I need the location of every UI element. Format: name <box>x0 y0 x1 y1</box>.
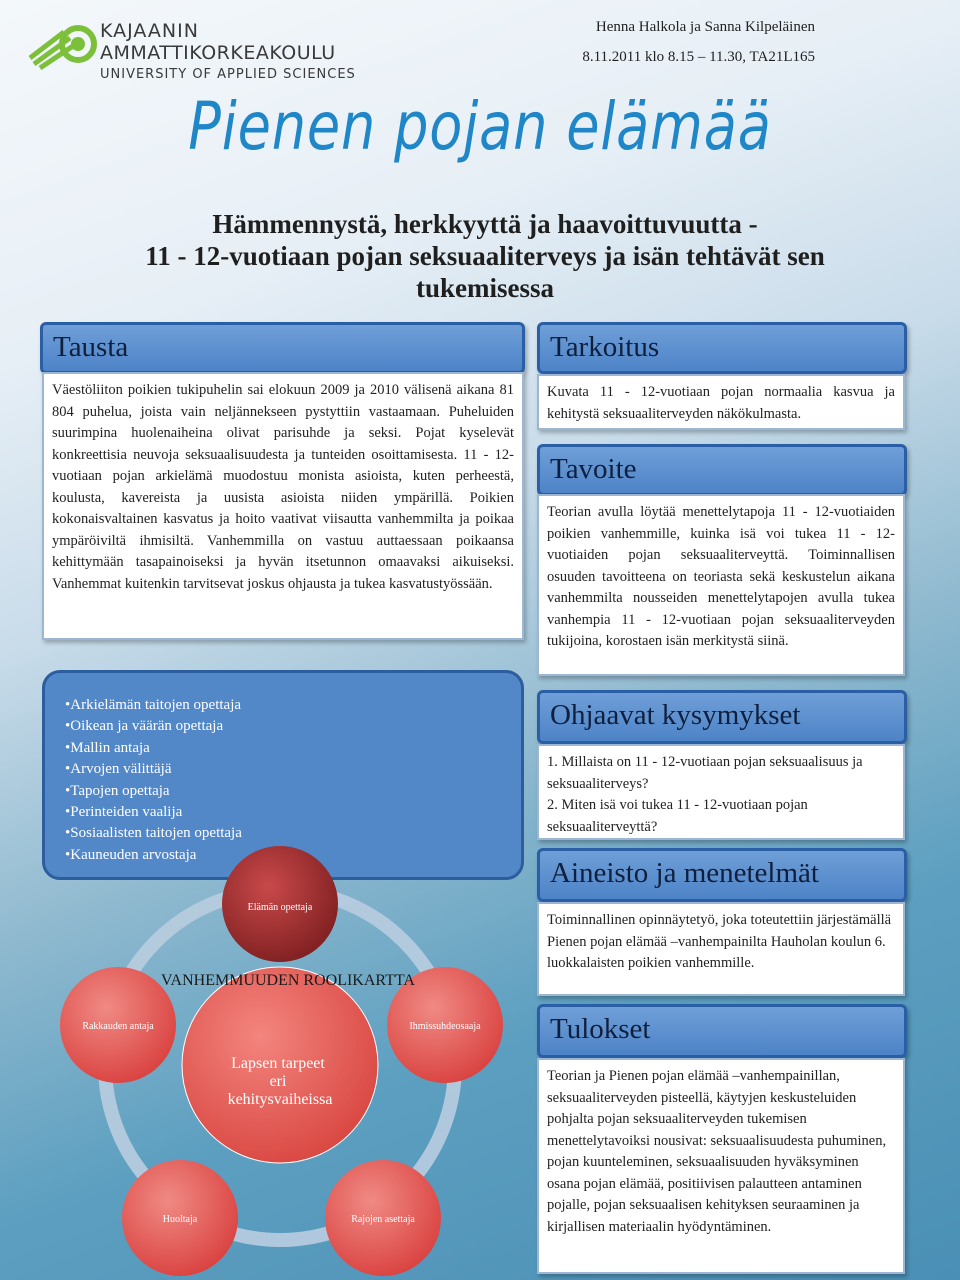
date-line: 8.11.2011 klo 8.15 – 11.30, TA21L165 <box>582 49 815 65</box>
kysymykset-heading: Ohjaavat kysymykset <box>537 690 907 744</box>
tavoite-text: Teorian avulla löytää menettelytapoja 11 - 12-vuotiaiden poikien vanhemmille, kuinka isä voi tukea 11 - 12-vuotiaiden pojan seksuaaliterveyttä. Toiminnallisen osuuden tavoitteena on teoriasta sekä keskustelun aikana vanhemmilta nousseiden menettelytapojen avulla tukea vanhempia 11 - 12-vuotiaan pojan seksuaaliterveyden tukijoina, korostaen isän merkitystä siinä. <box>537 494 905 676</box>
logo-line-3: UNIVERSITY OF APPLIED SCIENCES <box>100 67 356 82</box>
tulokset-heading: Tulokset <box>537 1004 907 1058</box>
tavoite-heading: Tavoite <box>537 444 907 496</box>
logo-text <box>100 20 356 84</box>
role-item: • Arkielämän taitojen opettaja <box>65 695 501 716</box>
author-info <box>582 12 815 72</box>
role-item: • Tapojen opettaja <box>65 781 501 802</box>
question-1: 1. Millaista on 11 - 12-vuotiaan pojan seksuaalisuus ja seksuaaliterveys? <box>547 754 863 792</box>
tarkoitus-text: Kuvata 11 - 12-vuotiaan pojan normaalia kasvua ja kehitystä seksuaaliterveyden näkökulmasta. <box>537 374 905 430</box>
node-left-label: Rakkauden antaja <box>82 1021 154 1032</box>
subtitle-line-1: Hämmennystä, herkkyyttä ja haavoittuvuutta - <box>212 209 758 239</box>
center-line-1: Lapsen tarpeet <box>231 1055 325 1072</box>
authors: Henna Halkola ja Sanna Kilpeläinen <box>595 19 815 35</box>
role-item: • Mallin antaja <box>65 738 501 759</box>
tulokset-text: Teorian ja Pienen pojan elämää –vanhempainillan, seksuaaliterveyden pisteellä, käytyjen keskusteluiden pohjalta pojan seksuaaliterveyden tukemisen menettelytavoiksi nousivat: seksuaalisuudesta puhuminen, pojan kuunteleminen, seksuaalisuuden hyväksyminen osana pojan elämää, positiivisen palautteen antaminen pojalle, pojan seksuaalisen kehityksen seuraaminen ja kirjallisen materiaalin hyödyntäminen. <box>537 1058 905 1274</box>
role-item: • Kauneuden arvostaja <box>65 845 501 866</box>
subtitle-line-2: 11 - 12-vuotiaan pojan seksuaaliterveys ja isän tehtävät sen <box>145 241 825 271</box>
subtitle-line-3: tukemisessa <box>415 273 554 303</box>
tausta-text: Väestöliiton poikien tukipuhelin sai elokuun 2009 ja 2010 välisenä aikana 81 804 puhelua, joista vain neljännekseen pystyttiin vastaamaan. Puheluiden suurimpina huolenaiheina olivat parisuhde ja seksi. Pojat kyselevät konkreettisia neuvoja seksuaalisuudesta ja tunteiden osoittamisesta. 11 - 12-vuotiaan pojan arkielämä muodostuu monista asioista, kuten perheestä, koulusta, kavereista ja uusista asioista niiden ympärillä. Poikien kokonaisvaltainen kasvatus ja hoito vaativat viisautta vanhemmilta ja poikaa ympäröiviltä ihmisiltä. Vanhemmilla on vastuu auttaessaan poikaansa kehittymään tasapainoiseksi ja hyvän itsetunnon omaavaksi aikuiseksi. Vanhemmat kuitenkin tarvitsevat joskus ohjausta ja tukea kasvatustyössään. <box>42 372 524 640</box>
poster-title: Pienen pojan elämää <box>188 88 772 165</box>
node-right-label: Ihmissuhdeosaaja <box>409 1021 481 1032</box>
cycle-title: VANHEMMUUDEN ROOLIKARTTA <box>161 972 415 989</box>
poster-subtitle <box>60 208 910 304</box>
node-top-label: Elämän opettaja <box>247 902 313 913</box>
tarkoitus-heading: Tarkoitus <box>537 322 907 374</box>
role-item: • Oikean ja väärän opettaja <box>65 716 501 737</box>
role-item: • Perinteiden vaalija <box>65 802 501 823</box>
center-line-3: kehitysvaiheissa <box>227 1091 333 1108</box>
node-bottom-right-label: Rajojen asettaja <box>351 1214 415 1225</box>
node-bottom-left-label: Huoltaja <box>162 1214 198 1225</box>
logo-line-1: KAJAANIN <box>100 20 199 42</box>
aineisto-text: Toiminnallinen opinnäytetyö, joka toteutettiin järjestämällä Pienen pojan elämää –vanhempainilta Hauholan koulun 6. luokkalaisten poikien vanhemmille. <box>537 902 905 996</box>
aineisto-heading: Aineisto ja menetelmät <box>537 848 907 902</box>
kajaani-uas-logo-icon <box>26 18 98 70</box>
question-2: 2. Miten isä voi tukea 11 - 12-vuotiaan pojan seksuaaliterveyttä? <box>547 797 808 835</box>
role-item: • Sosiaalisten taitojen opettaja <box>65 823 501 844</box>
logo-line-2: AMMATTIKORKEAKOULU <box>100 42 336 64</box>
role-item: • Arvojen välittäjä <box>65 759 501 780</box>
kysymykset-text <box>537 744 905 840</box>
center-line-2: eri <box>269 1073 287 1090</box>
parenthood-role-cycle <box>40 840 520 1280</box>
tausta-heading: Tausta <box>40 322 525 374</box>
